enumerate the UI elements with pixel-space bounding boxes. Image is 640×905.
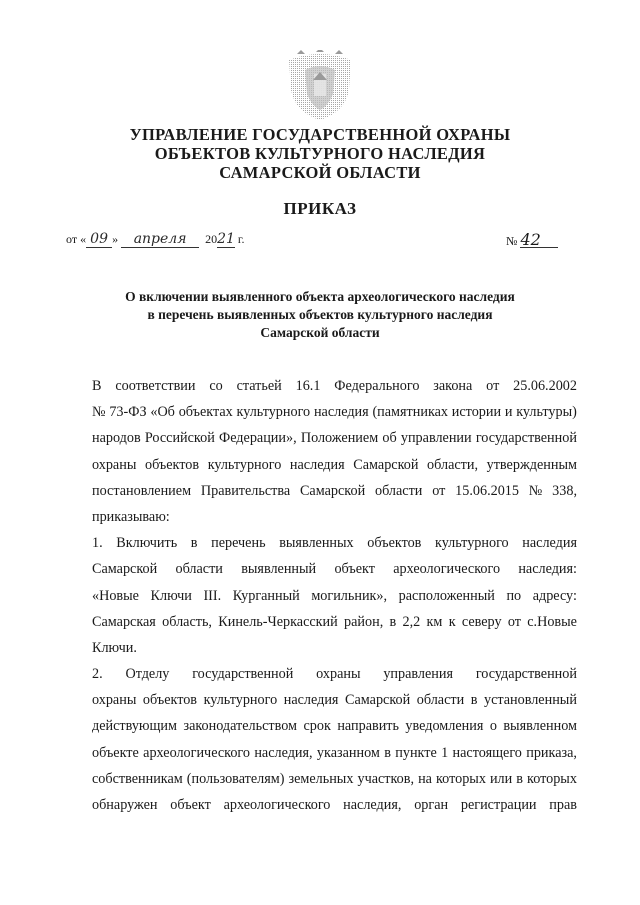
order-body	[92, 373, 577, 818]
body-line: охраны объектов культурного наследия Самарской области в установленный	[92, 692, 577, 709]
org-line: ОБЪЕКТОВ КУЛЬТУРНОГО НАСЛЕДИЯ	[154, 144, 486, 163]
order-date	[66, 232, 245, 248]
body-line: постановлением Правительства Самарской области от 15.06.2015 № 338,	[92, 482, 577, 499]
subject-line: О включении выявленного объекта археологического наследия	[125, 289, 515, 304]
number-value: 42	[520, 232, 558, 248]
body-line: 2. Отделу государственной охраны управления государственной	[92, 666, 577, 683]
body-line: 1. Включить в перечень выявленных объектов культурного наследия	[92, 535, 577, 552]
body-line: Самарская область, Кинель-Черкасский район, в 2,2 км к северу от с.Новые	[92, 613, 577, 630]
date-prefix: от «	[66, 232, 87, 246]
body-line: объекте археологического наследия, указанном в пункте 1 настоящего приказа,	[92, 744, 577, 761]
coat-of-arms-emblem	[283, 50, 357, 122]
body-line: приказываю:	[92, 508, 170, 525]
date-year: 21	[217, 231, 235, 247]
body-line: народов Российской Федерации», Положением об управлении государственной	[92, 430, 577, 447]
body-line: охраны объектов культурного наследия Самарской области, утвержденным	[92, 456, 577, 473]
date-mid: »	[112, 232, 119, 246]
body-line: Ключи.	[92, 639, 137, 656]
body-line: В соответствии со статьей 16.1 Федерального закона от 25.06.2002	[92, 378, 577, 394]
organization-name	[0, 125, 640, 182]
date-year-prefix: 20	[205, 232, 218, 246]
body-line: № 73-ФЗ «Об объектах культурного наследия (памятниках истории и культуры)	[92, 404, 577, 421]
date-month: апреля	[121, 232, 199, 248]
order-subject	[0, 288, 640, 342]
number-prefix: №	[506, 234, 518, 248]
subject-line: Самарской области	[260, 325, 380, 340]
body-line: «Новые Ключи III. Курганный могильник», расположенный по адресу:	[92, 587, 577, 604]
date-suffix: г.	[237, 232, 245, 246]
document-type: ПРИКАЗ	[283, 199, 357, 218]
subject-line: в перечень выявленных объектов культурного наследия	[147, 307, 493, 322]
org-line: САМАРСКОЙ ОБЛАСТИ	[219, 163, 421, 182]
body-line: действующим законодательством срок направить уведомления о выявленном	[92, 718, 577, 735]
body-line: обнаружен объект археологического наследия, орган регистрации прав	[92, 797, 577, 813]
org-line: УПРАВЛЕНИЕ ГОСУДАРСТВЕННОЙ ОХРАНЫ	[129, 125, 511, 144]
body-line: Самарской области выявленный объект археологического наследия:	[92, 561, 577, 578]
date-day: 09	[86, 232, 112, 248]
order-number	[506, 232, 558, 249]
body-line: собственникам (пользователям) земельных участков, на которых или в которых	[92, 770, 577, 787]
